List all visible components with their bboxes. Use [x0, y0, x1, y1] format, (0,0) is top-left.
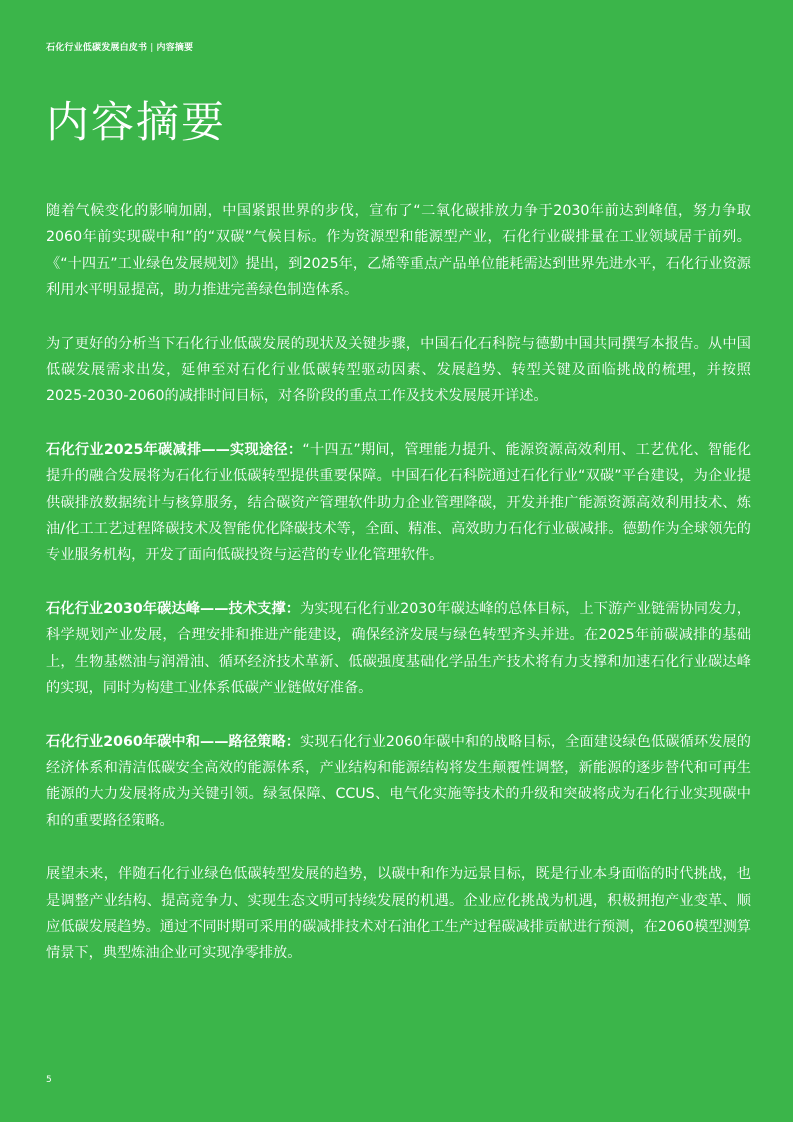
- page-title: 内容摘要: [46, 98, 226, 148]
- paragraph-intro: [46, 198, 751, 304]
- paragraph-2030-peak: [46, 596, 751, 702]
- paragraph-text: 为了更好的分析当下石化行业低碳发展的现状及关键步骤，中国石化石科院与德勤中国共同撰写本报告。从中国低碳发展需求出发，延伸至对石化行业低碳转型驱动因素、发展趋势、转型关键及面临挑战的梳理，并按照2025-2030-2060的减排时间目标，对各阶段的重点工作及技术发展展开详述。: [46, 335, 751, 405]
- paragraph-2060-neutrality: [46, 729, 751, 835]
- paragraph-report-overview: [46, 331, 751, 410]
- body-text: [46, 198, 751, 994]
- paragraph-text: 实现石化行业2060年碳中和的战略目标，全面建设绿色低碳循环发展的经济体系和清洁低碳安全高效的能源体系，产业结构和能源结构将发生颠覆性调整，新能源的逐步替代和可再生能源的大力发展将成为关键引领。绿氢保障、CCUS、电气化实施等技术的升级和突破将成为石化行业实现碳中和的重要路径策略。: [46, 733, 751, 829]
- paragraph-lead: 石化行业2030年碳达峰——技术支撑：: [46, 600, 301, 617]
- header-doc-title: 石化行业低碳发展白皮书: [46, 43, 148, 53]
- paragraph-text: 展望未来，伴随石化行业绿色低碳转型发展的趋势，以碳中和作为远景目标，既是行业本身面临的时代挑战，也是调整产业结构、提高竞争力、实现生态文明可持续发展的机遇。企业应化挑战为机遇，积极拥抱产业变革、顺应低碳发展趋势。通过不同时期可采用的碳减排技术对石油化工生产过程碳减排贡献进行预测，在2060模型测算情景下，典型炼油企业可实现净零排放。: [46, 866, 751, 962]
- running-header: [46, 40, 193, 53]
- paragraph-lead: 石化行业2025年碳减排——实现途径：: [46, 441, 303, 458]
- paragraph-text: 随着气候变化的影响加剧，中国紧跟世界的步伐，宣布了“二氧化碳排放力争于2030年前达到峰值，努力争取2060年前实现碳中和”的“双碳”气候目标。作为资源型和能源型产业，石化行业碳排量在工业领域居于前列。《“十四五”工业绿色发展规划》提出，到2025年，乙烯等重点产品单位能耗需达到世界先进水平，石化行业资源利用水平明显提高，助力推进完善绿色制造体系。: [46, 203, 751, 299]
- paragraph-2025-reduction: [46, 437, 751, 569]
- paragraph-outlook: [46, 861, 751, 967]
- paragraph-lead: 石化行业2060年碳中和——路径策略：: [46, 733, 301, 750]
- paragraph-text: “十四五”期间，管理能力提升、能源资源高效利用、工艺优化、智能化提升的融合发展将为石化行业低碳转型提供重要保障。中国石化石科院通过石化行业“双碳”平台建设，为企业提供碳排放数据统计与核算服务，结合碳资产管理软件助力企业管理降碳，开发并推广能源资源高效利用技术、炼油/化工工艺过程降碳技术及智能优化降碳技术等，全面、精准、高效助力石化行业碳减排。德勤作为全球领先的专业服务机构，开发了面向低碳投资与运营的专业化管理软件。: [46, 441, 752, 564]
- paragraph-text: 为实现石化行业2030年碳达峰的总体目标，上下游产业链需协同发力，科学规划产业发展，合理安排和推进产能建设，确保经济发展与绿色转型齐头并进。在2025年前碳减排的基础上，生物基燃油与润滑油、循环经济技术革新、低碳强度基础化学品生产技术将有力支撑和加速石化行业碳达峰的实现，同时为构建工业体系低碳产业链做好准备。: [46, 600, 751, 697]
- header-separator: |: [150, 43, 154, 53]
- header-section: 内容摘要: [156, 43, 194, 53]
- page-number: 5: [46, 1075, 52, 1085]
